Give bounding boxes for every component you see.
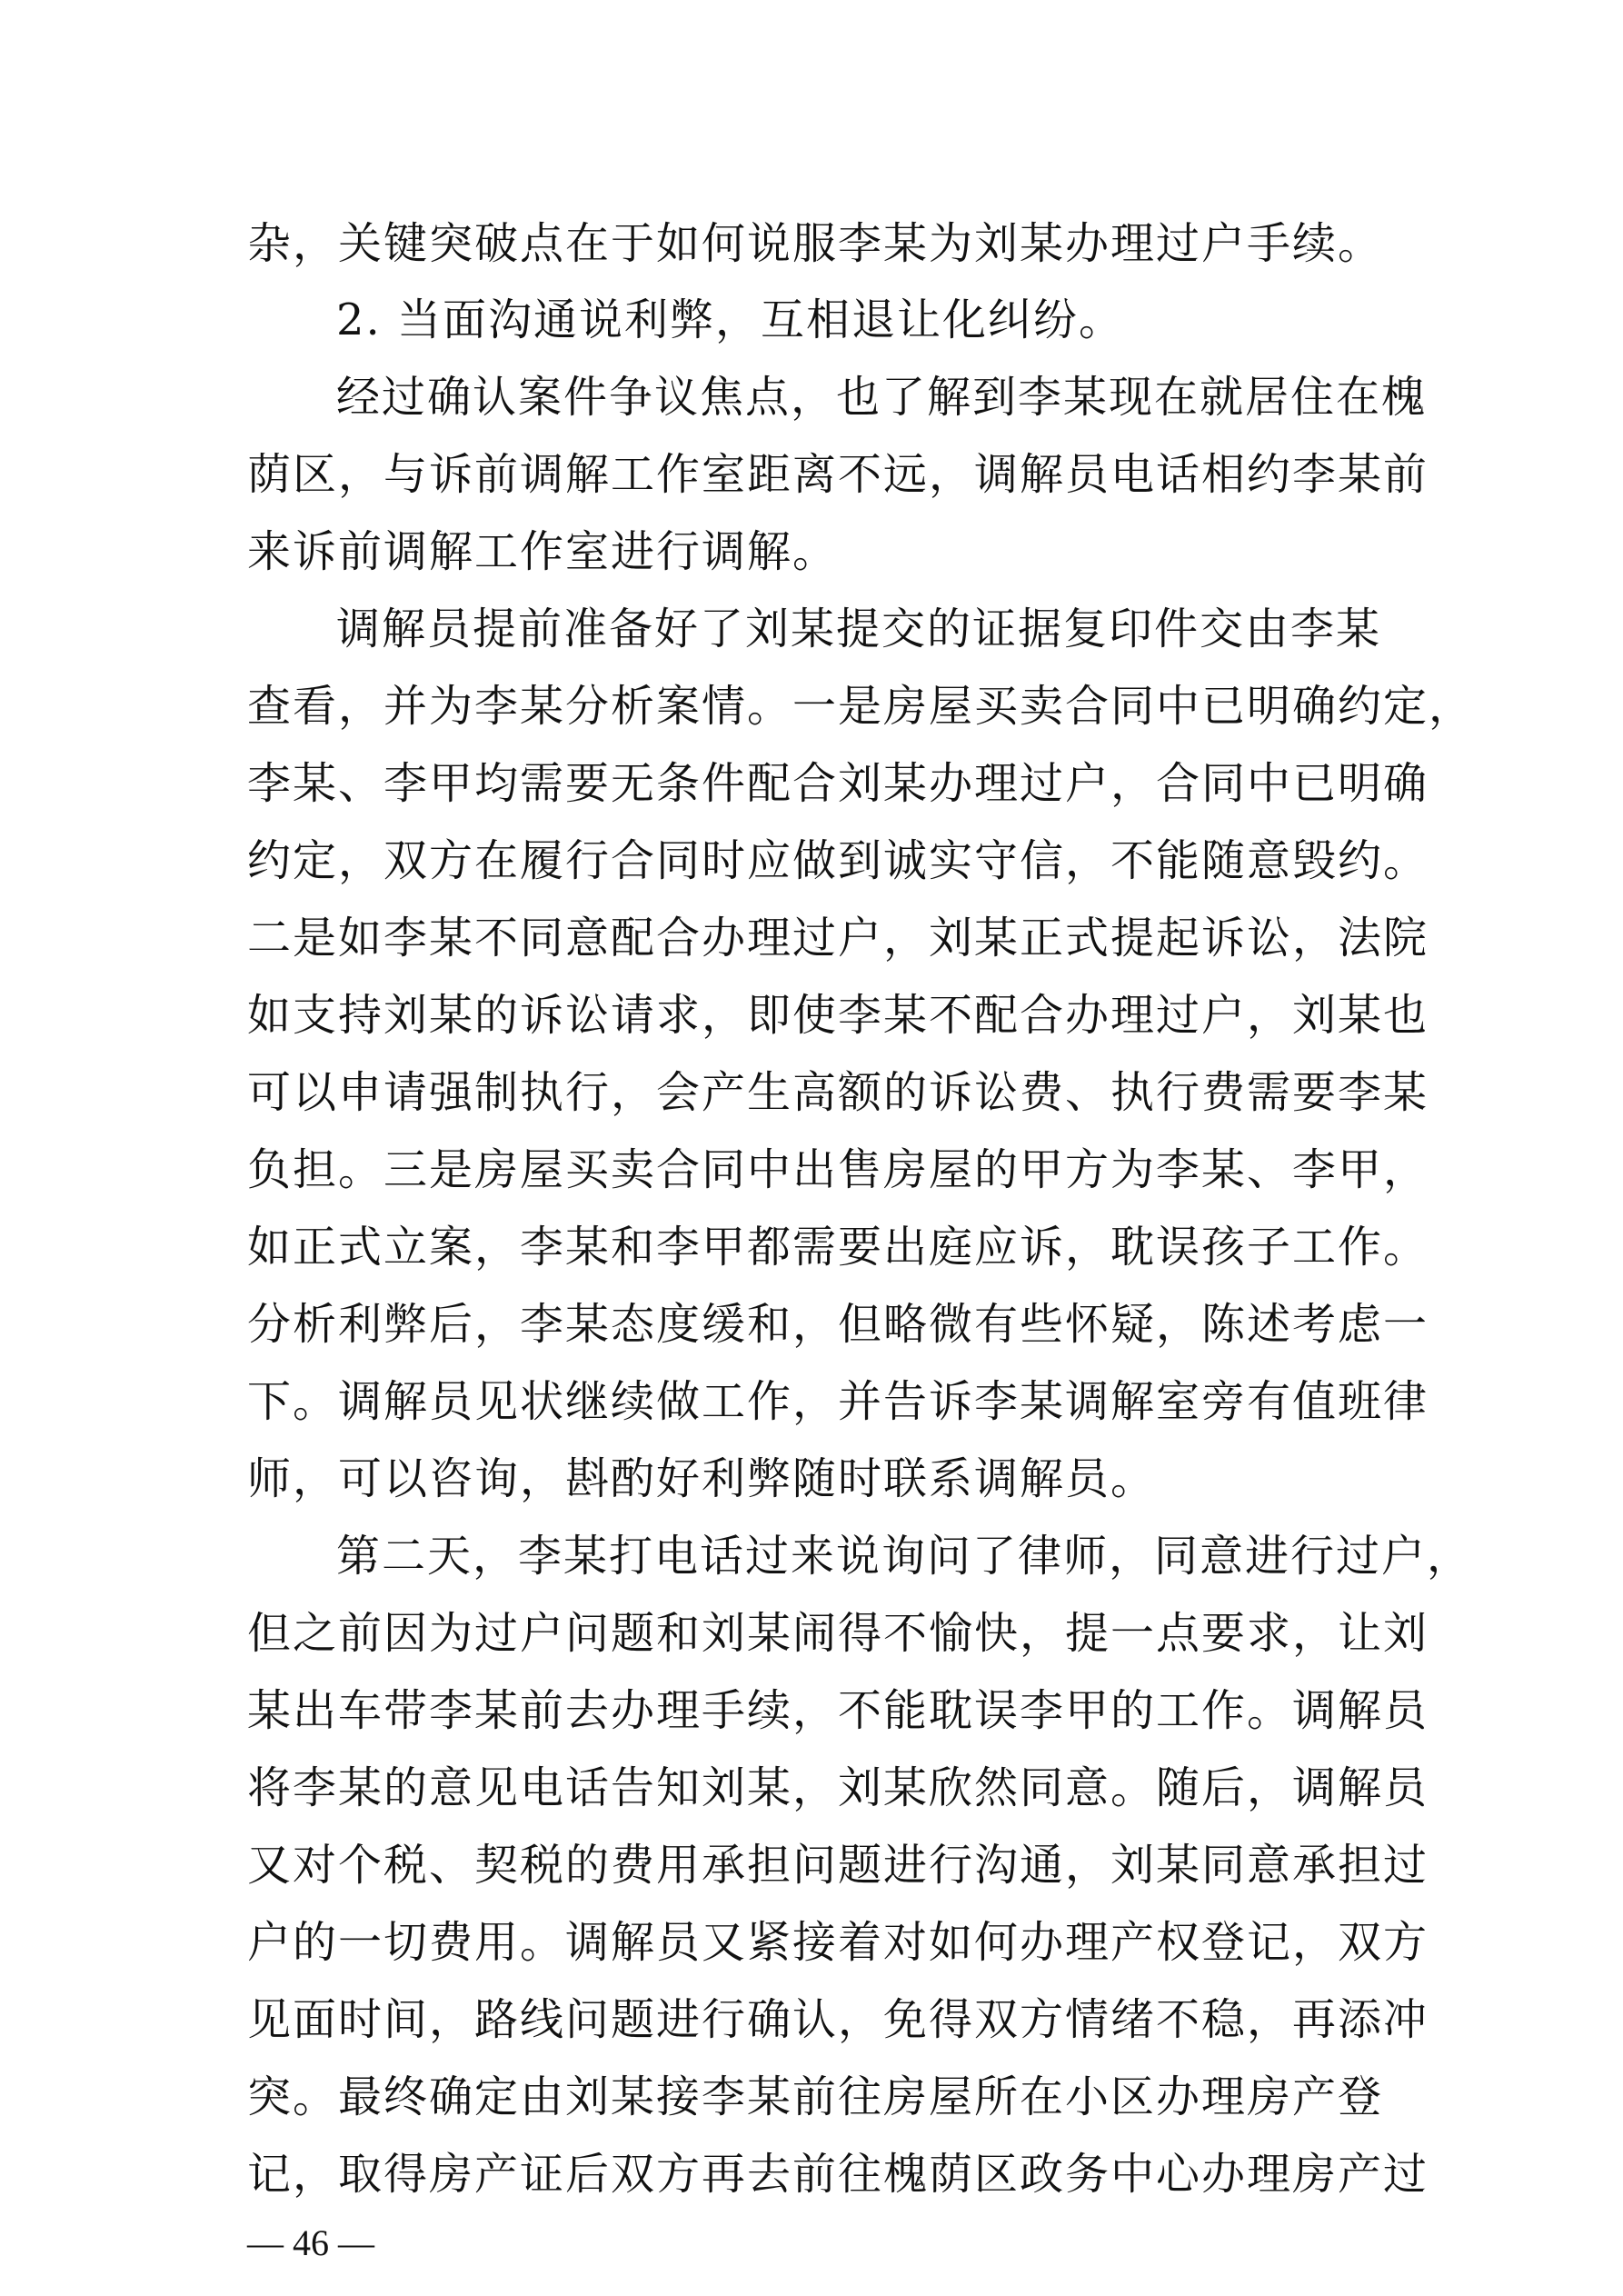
text-line: 将李某的意见电话告知刘某，刘某欣然同意。随后，调解员: [247, 1762, 1429, 1813]
text-line: 荫区，与诉前调解工作室距离不远，调解员电话相约李某前: [247, 449, 1429, 500]
text-line: 但之前因为过户问题和刘某闹得不愉快，提一点要求，让刘: [247, 1608, 1429, 1659]
page-number: — 46 —: [247, 2222, 374, 2263]
section-heading: 2. 当面沟通说利弊，互相退让化纠纷。: [336, 294, 1125, 345]
text-line: 如支持刘某的诉讼请求，即使李某不配合办理过户，刘某也: [247, 990, 1429, 1041]
text-line: 记，取得房产证后双方再去前往槐荫区政务中心办理房产过: [247, 2149, 1429, 2200]
text-line: 调解员提前准备好了刘某提交的证据复印件交由李某: [336, 604, 1382, 654]
text-line: 二是如李某不同意配合办理过户，刘某正式提起诉讼，法院: [247, 913, 1429, 963]
text-line: 经过确认案件争议焦点，也了解到李某现在就居住在槐: [336, 372, 1428, 423]
text-line: 杂，关键突破点在于如何说服李某为刘某办理过户手续。: [247, 218, 1384, 269]
text-line: 又对个税、契税的费用承担问题进行沟通，刘某同意承担过: [247, 1840, 1429, 1891]
text-line: 查看，并为李某分析案情。一是房屋买卖合同中已明确约定，: [247, 681, 1475, 732]
text-line: 某出车带李某前去办理手续，不能耽误李甲的工作。调解员: [247, 1685, 1429, 1736]
text-line: 下。调解员见状继续做工作，并告诉李某调解室旁有值班律: [247, 1376, 1429, 1427]
text-line: 见面时间，路线问题进行确认，免得双方情绪不稳，再添冲: [247, 1994, 1429, 2045]
text-line: 李某、李甲均需要无条件配合刘某办理过户，合同中已明确: [247, 758, 1429, 809]
text-line: 负担。三是房屋买卖合同中出售房屋的甲方为李某、李甲，: [247, 1144, 1429, 1195]
text-line: 可以申请强制执行，会产生高额的诉讼费、执行费需要李某: [247, 1067, 1429, 1118]
text-line: 来诉前调解工作室进行调解。: [247, 526, 839, 577]
text-line: 如正式立案，李某和李甲都需要出庭应诉，耽误孩子工作。: [247, 1222, 1429, 1273]
text-line: 突。最终确定由刘某接李某前往房屋所在小区办理房产登: [247, 2071, 1384, 2122]
text-line: 分析利弊后，李某态度缓和，但略微有些怀疑，陈述考虑一: [247, 1299, 1429, 1350]
text-line: 第二天，李某打电话过来说询问了律师，同意进行过户，: [336, 1531, 1473, 1582]
text-line: 户的一切费用。调解员又紧接着对如何办理产权登记，双方: [247, 1917, 1429, 1968]
text-line: 师，可以咨询，斟酌好利弊随时联系调解员。: [247, 1453, 1157, 1504]
text-line: 约定，双方在履行合同时应做到诚实守信，不能随意毁约。: [247, 835, 1429, 886]
